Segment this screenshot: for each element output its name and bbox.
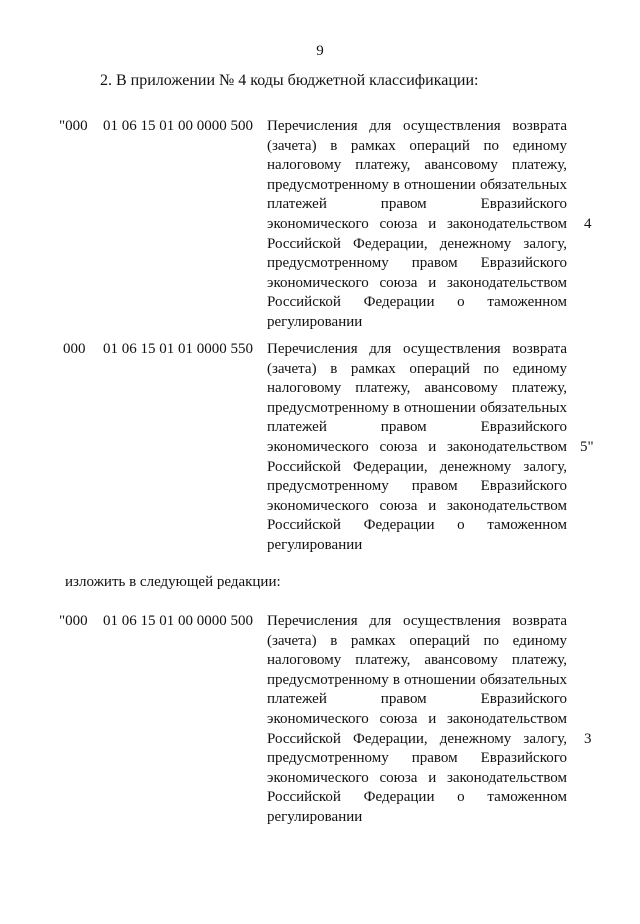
budget-classification-code: 01 06 15 01 01 0000 550 xyxy=(103,341,253,357)
code-description: Перечисления для осуществления возврата (зачета) в рамках операций по единому налоговому платежу, авансовому платежу, предусмотренному в отношении обязательных платежей правом Евразийского экономического союза и законодательством Российской Федерации, денежному залогу, предусмотренному правом Евразийского экономического союза и законодательством Российской Федерации о таможенном регулировании xyxy=(267,341,567,553)
budget-classification-code: 01 06 15 01 00 0000 500 xyxy=(103,118,253,134)
row-number: 4 xyxy=(584,216,592,232)
admin-code-prefix: "000 xyxy=(59,118,88,134)
code-description: Перечисления для осуществления возврата (зачета) в рамках операций по единому налоговому платежу, авансовому платежу, предусмотренному в отношении обязательных платежей правом Евразийского экономического союза и законодательством Российской Федерации, денежному залогу, предусмотренному правом Евразийского экономического союза и законодательством Российской Федерации о таможенном регулировании xyxy=(267,613,567,825)
code-description: Перечисления для осуществления возврата (зачета) в рамках операций по единому налоговому платежу, авансовому платежу, предусмотренному в отношении обязательных платежей правом Евразийского экономического союза и законодательством Российской Федерации, денежному залогу, предусмотренному правом Евразийского экономического союза и законодательством Российской Федерации о таможенном регулировании xyxy=(267,118,567,330)
admin-code-prefix: 000 xyxy=(63,341,86,357)
section-heading: 2. В приложении № 4 коды бюджетной классификации: xyxy=(100,72,479,89)
transition-phrase: изложить в следующей редакции: xyxy=(65,574,281,590)
row-number: 3 xyxy=(584,731,592,747)
admin-code-prefix: "000 xyxy=(59,613,88,629)
budget-classification-code: 01 06 15 01 00 0000 500 xyxy=(103,613,253,629)
page-number: 9 xyxy=(316,43,324,59)
row-number: 5" xyxy=(580,439,594,455)
